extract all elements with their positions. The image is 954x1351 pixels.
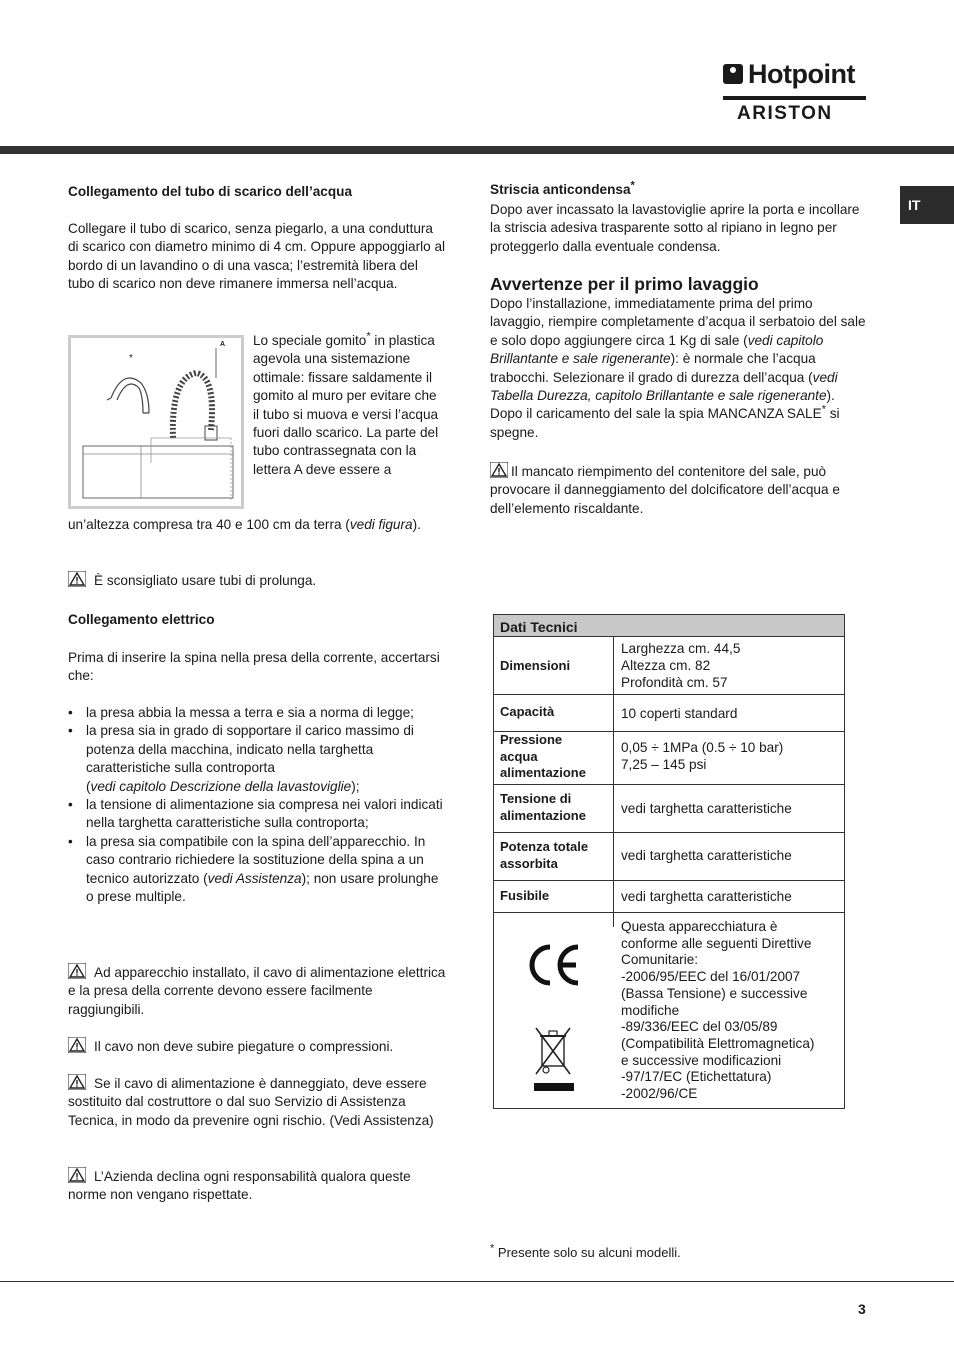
electrical-checklist <box>68 704 446 906</box>
table-row-label: Dimensioni <box>500 658 571 673</box>
figure-label-a: A <box>220 341 226 348</box>
drain-hose-illustration <box>71 338 241 506</box>
list-item <box>68 796 446 833</box>
first-wash-text-2: ): è normale che l’acqua trabocchi. Selezionare il grado di durezza dell’acqua ( <box>490 351 816 385</box>
warning-accessible-cable <box>68 963 446 1019</box>
table-row <box>494 881 844 913</box>
elbow-paragraph-end <box>68 516 446 534</box>
anti-condensation-paragraph: Dopo aver incassato la lavastoviglie aprire la porta e incollare la striscia adesiva trasparente sotto al ripiano in legno per proteggerlo dalla eventuale condensa. <box>490 202 860 254</box>
drain-hose-heading: Collegamento del tubo di scarico dell’acqua <box>68 184 353 199</box>
warning-text: Il mancato riempimento del contenitore del sale, può provocare il danneggiamento del dolcificatore dell’acqua e dell’elemento riscaldante. <box>490 464 840 516</box>
footnote-mark: * <box>490 1242 495 1255</box>
warning-text: L’Azienda declina ogni responsabilità qualora queste norme non vengano rispettate. <box>68 1169 411 1203</box>
table-row-label <box>500 732 586 782</box>
warning-triangle-icon <box>68 1074 86 1090</box>
warning-triangle-icon <box>490 462 508 478</box>
elbow-text-b: in plastica agevola una sistemazione ottimale: fissare saldamente il gomito al muro per evitare che il tubo si muova e versi l’acqua fuori dallo scarico. La parte del tubo contrassegnata con la lettera A deve essere a <box>253 333 439 477</box>
directive-line: -97/17/EC (Etichettatura) <box>621 1069 772 1085</box>
warning-text: Il cavo non deve subire piegature o compressioni. <box>94 1039 394 1054</box>
label-line: assorbita <box>500 855 558 871</box>
directive-line: e successive modificazioni <box>621 1052 782 1068</box>
warning-text: Ad apparecchio installato, il cavo di alimentazione elettrica e la presa della corrente devono essere facilmente raggiungibili. <box>68 965 446 1017</box>
elbow-paragraph <box>253 332 443 479</box>
table-row-label: Capacità <box>500 704 555 719</box>
list-item-text-end: ); non usare prolunghe o prese multiple. <box>86 870 439 905</box>
ce-mark-icon <box>526 943 582 987</box>
table-row-value <box>621 739 783 773</box>
label-line: Tensione di <box>500 791 572 806</box>
list-item-text: la presa sia compatibile con la spina dell’apparecchio. In caso contrario richiedere la sostituzione della spina a un tecnico autorizzato ( <box>86 833 426 886</box>
drain-hose-figure <box>68 335 244 509</box>
warning-text: Se il cavo di alimentazione è danneggiato, deve essere sostituito dal costruttore o dal suo Servizio di Assistenza Tecnica, in modo da prevenire ogni rischio. (Vedi Assistenza) <box>68 1076 434 1128</box>
table-row <box>494 695 844 732</box>
directive-line: -89/336/EEC del 03/05/89 <box>621 1019 778 1035</box>
page-number: 3 <box>858 1301 866 1317</box>
table-row <box>494 833 844 881</box>
directive-line: (Bassa Tensione) e successive <box>621 985 808 1001</box>
drain-hose-paragraph: Collegare il tubo di scarico, senza piegarlo, a una conduttura di scarico con diametro minimo di 4 cm. Oppure appoggiarlo al bordo di un lavandino o di una vasca; l’estremità libera del tubo di scarico non deve rimanere immersa nell’acqua. <box>68 221 446 292</box>
warning-triangle-icon <box>68 1167 86 1183</box>
directive-line: (Compatibilità Elettromagnetica) <box>621 1035 815 1051</box>
table-row-compliance <box>494 913 844 1108</box>
footnote-text: Presente solo su alcuni modelli. <box>497 1245 681 1260</box>
elbow-text-a: Lo speciale gomito <box>253 333 367 348</box>
table-row-value: vedi targhetta caratteristiche <box>621 801 792 816</box>
table-column-divider <box>613 637 614 927</box>
see-figure-reference: vedi figura <box>349 517 413 532</box>
table-row-label: Fusibile <box>500 888 550 903</box>
table-row <box>494 785 844 833</box>
value-line: Altezza cm. 82 <box>621 658 711 673</box>
warning-liability <box>68 1167 446 1205</box>
crossed-bin-icon <box>532 1026 576 1094</box>
see-chapter-reference: vedi capitolo Descrizione della lavastoviglie <box>90 778 352 794</box>
table-row <box>494 637 844 695</box>
table-row-label <box>500 839 588 872</box>
directive-line: -2002/96/CE <box>621 1086 698 1102</box>
warning-salt-container <box>490 462 868 518</box>
label-line: Potenza totale <box>500 839 589 854</box>
list-item <box>68 704 446 722</box>
first-wash-text-4: si spegne. <box>490 406 840 440</box>
electrical-intro: Prima di inserire la spina nella presa della corrente, accertarsi che: <box>68 650 440 684</box>
directive-line: modifiche <box>621 1002 680 1018</box>
label-line: Pressione <box>500 732 563 747</box>
label-line: alimentazione <box>500 807 586 823</box>
logo-divider <box>723 96 866 100</box>
footnote-mark: * <box>821 403 826 416</box>
table-row-label <box>500 791 586 824</box>
label-line: acqua <box>500 748 538 764</box>
directive-line: Questa apparecchiatura è <box>621 919 778 934</box>
elbow-text-c: un’altezza compresa tra 40 e 100 cm da terra ( <box>68 517 350 532</box>
technical-data-table <box>493 614 845 1109</box>
footnote-mark: * <box>630 179 635 192</box>
footnote-mark: * <box>366 330 371 343</box>
directive-line: conforme alle seguenti Direttive <box>621 935 812 951</box>
directives-text <box>621 919 814 1103</box>
value-line: 0,05 ÷ 1MPa (0.5 ÷ 10 bar) <box>621 740 784 755</box>
figure-label-star: * <box>129 353 133 364</box>
elbow-text-end: ). <box>412 517 421 532</box>
list-item-text: la presa sia in grado di sopportare il carico massimo di potenza della macchina, indicato nella targhetta caratteristiche sulla controporta <box>86 723 414 776</box>
table-row-value <box>621 640 740 691</box>
header-rule <box>0 146 954 154</box>
hotpoint-logo-icon <box>723 64 743 84</box>
first-wash-heading: Avvertenze per il primo lavaggio <box>490 274 759 294</box>
warning-text: È sconsigliato usare tubi di prolunga. <box>94 573 317 588</box>
brand-sub-logo-text: ARISTON <box>737 103 833 124</box>
warning-extension-hose <box>68 571 446 590</box>
first-wash-paragraph <box>490 295 868 442</box>
first-wash-text-1: Dopo l’installazione, immediatamente prima del primo lavaggio, riempire completamente d’acqua il serbatoio del sale e solo dopo aggiungere circa 1 Kg di sale ( <box>490 296 866 348</box>
brand-logo-text: Hotpoint <box>748 59 855 89</box>
warning-triangle-icon <box>68 1037 86 1053</box>
value-line: Profondità cm. 57 <box>621 675 728 690</box>
warning-triangle-icon <box>68 963 86 979</box>
directive-line: Comunitarie: <box>621 952 699 968</box>
language-tab: IT <box>900 186 954 224</box>
value-line: Larghezza cm. 44,5 <box>621 641 741 656</box>
value-line: 7,25 – 145 psi <box>621 757 707 772</box>
label-line: alimentazione <box>500 765 586 780</box>
footer-rule <box>0 1281 954 1282</box>
list-item-text: la tensione di alimentazione sia compresa nei valori indicati nella targhetta caratteristiche sulla controporta; <box>86 797 443 831</box>
table-title: Dati Tecnici <box>494 615 844 637</box>
directive-line: -2006/95/EEC del 16/01/2007 <box>621 969 801 985</box>
warning-triangle-icon <box>68 571 86 587</box>
table-row <box>494 732 844 785</box>
list-item-text: la presa abbia la messa a terra e sia a norma di legge; <box>86 705 414 720</box>
first-wash-text-3: ). Dopo il caricamento del sale la spia MANCANZA SALE <box>490 388 835 422</box>
electrical-heading: Collegamento elettrico <box>68 612 215 627</box>
see-table-reference: vedi Tabella Durezza, capitolo Brillantante e sale rigenerante <box>490 369 838 404</box>
anti-condensation-heading <box>490 181 860 199</box>
list-item <box>68 833 446 907</box>
warning-cable-bending <box>68 1037 446 1056</box>
table-row-value: 10 coperti standard <box>621 706 738 721</box>
table-row-value: vedi targhetta caratteristiche <box>621 889 792 904</box>
warning-damaged-cable <box>68 1074 446 1130</box>
footnote <box>490 1244 860 1262</box>
list-item: • la presa sia in grado di sopportare il carico massimo di potenza della macchina, indicato nella targhetta caratteristiche sulla controporta (vedi capitolo Descrizione della lavastoviglie); <box>68 722 446 796</box>
table-row-value: vedi targhetta caratteristiche <box>621 848 792 863</box>
see-chapter-reference: vedi capitolo Brillantante e sale rigenerante <box>490 332 824 367</box>
see-assistance-reference: vedi Assistenza <box>207 870 302 886</box>
heading-text: Striscia anticondensa <box>490 182 631 197</box>
